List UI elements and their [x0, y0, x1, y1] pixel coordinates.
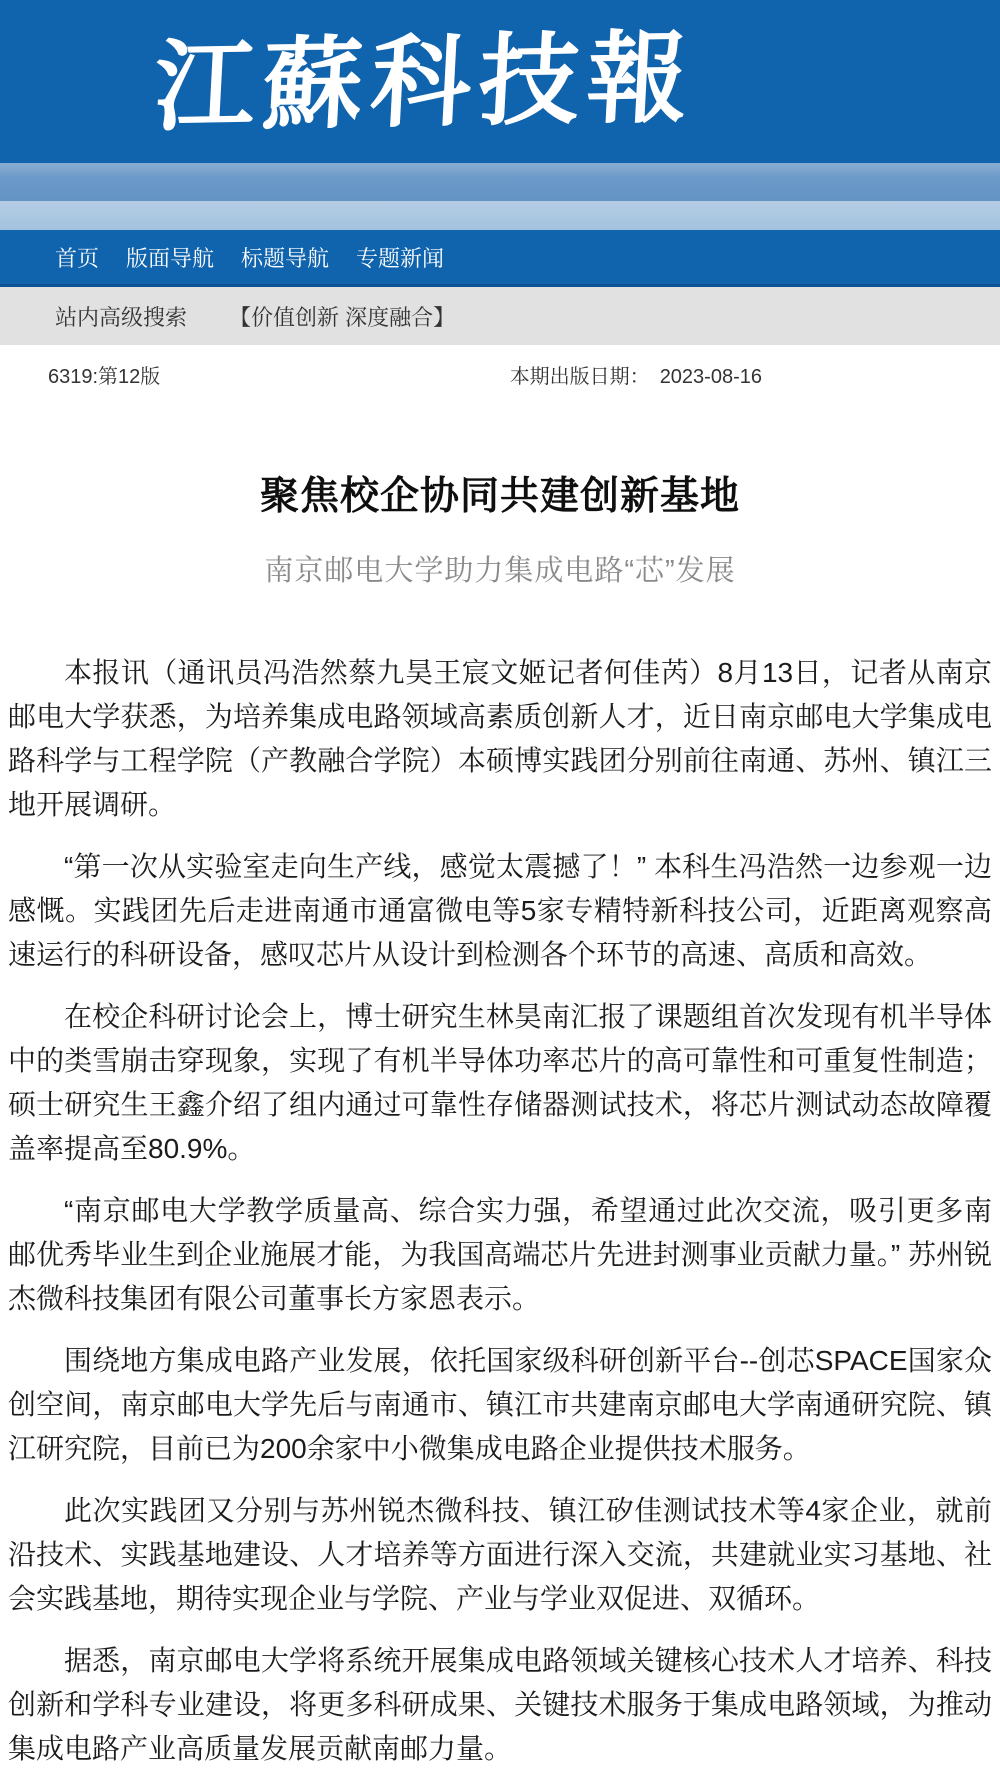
issue-number[interactable]: 6319:第12版	[48, 365, 161, 388]
article-body	[0, 651, 1000, 1771]
newspaper-logo[interactable]: 江蘇科技報	[151, 17, 699, 146]
paragraph: 此次实践团又分别与苏州锐杰微科技、镇江矽佳测试技术等4家企业，就前沿技术、实践基地建设、人才培养等方面进行深入交流，共建就业实习基地、社会实践基地，期待实现企业与学院、产业与学业双促进、双循环。	[8, 1495, 992, 1614]
paragraph: “南京邮电大学教学质量高、综合实力强，希望通过此次交流，吸引更多南邮优秀毕业生到企业施展才能，为我国高端芯片先进封测事业贡献力量。” 苏州锐杰微科技集团有限公司董事长方家恩表示。	[8, 1195, 992, 1314]
nav-item-page-navigation[interactable]: 版面导航	[126, 245, 215, 271]
subnav-bar	[0, 287, 1000, 345]
paragraph: “第一次从实验室走向生产线，感觉太震撼了！” 本科生冯浩然一边参观一边感慨。实践团先后走进南通市通富微电等5家专精特新科技公司，近距离观察高速运行的科研设备，感叹芯片从设计到检测各个环节的高速、高质和高效。	[8, 851, 992, 970]
main-nav	[0, 230, 1000, 287]
paragraph: 本报讯（通讯员冯浩然蔡九昊王宸文姬记者何佳芮）8月13日，记者从南京邮电大学获悉，为培养集成电路领域高素质创新人才，近日南京邮电大学集成电路科学与工程学院（产教融合学院）本硕博实践团分别前往南通、苏州、镇江三地开展调研。	[8, 657, 992, 820]
publish-date-label: 本期出版日期：	[509, 365, 650, 388]
nav-item-headline-navigation[interactable]: 标题导航	[241, 245, 330, 271]
article-subtitle: 南京邮电大学助力集成电路“芯”发展	[264, 555, 736, 587]
paragraph: 据悉，南京邮电大学将系统开展集成电路领域关键核心技术人才培养、科技创新和学科专业建设，将更多科研成果、关键技术服务于集成电路领域，为推动集成电路产业高质量发展贡献南邮力量。	[8, 1645, 992, 1764]
slogan-text: 【价值创新 深度融合】	[229, 304, 456, 330]
issue-bar	[0, 345, 1000, 389]
paragraph: 围绕地方集成电路产业发展，依托国家级科研创新平台--创芯SPACE国家众创空间，南京邮电大学先后与南通市、镇江市共建南京邮电大学南通研究院、镇江研究院，目前已为200余家中小微集成电路企业提供技术服务。	[8, 1345, 992, 1464]
nav-item-special-news[interactable]: 专题新闻	[356, 245, 445, 271]
publish-date	[510, 360, 762, 389]
decorative-stripe-medium	[0, 163, 1000, 201]
decorative-stripe-light	[0, 201, 1000, 230]
paragraph: 在校企科研讨论会上，博士研究生林昊南汇报了课题组首次发现有机半导体中的类雪崩击穿现象，实现了有机半导体功率芯片的高可靠性和可重复性制造；硕士研究生王鑫介绍了组内通过可靠性存储器测试技术，将芯片测试动态故障覆盖率提高至80.9%。	[8, 1001, 992, 1164]
nav-item-home[interactable]: 首页	[55, 245, 100, 271]
article-title: 聚焦校企协同共建创新基地	[259, 475, 740, 518]
publish-date-value: 2023-08-16	[659, 365, 762, 388]
masthead	[0, 0, 1000, 163]
advanced-search-link[interactable]: 站内高级搜索	[55, 304, 188, 330]
article	[0, 465, 1000, 1771]
